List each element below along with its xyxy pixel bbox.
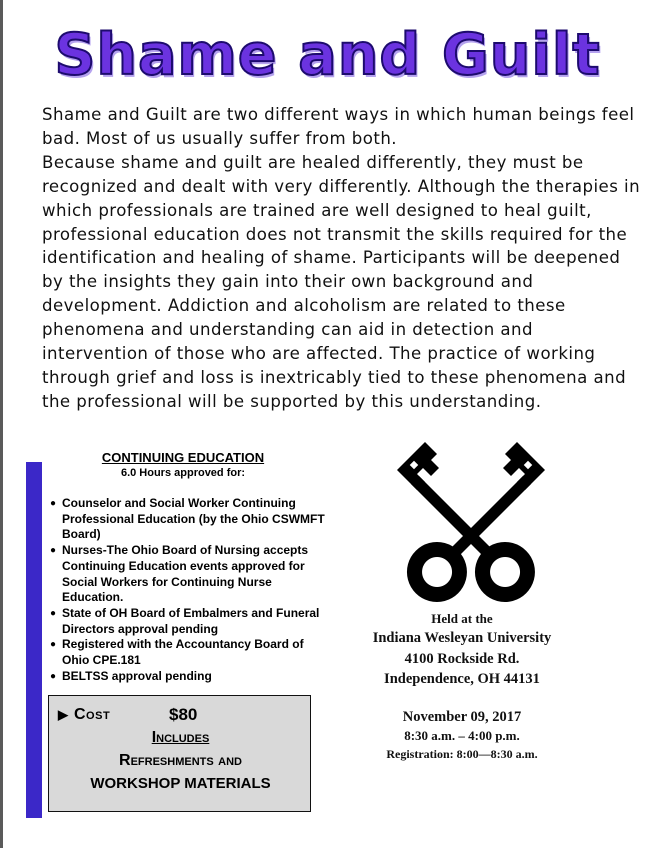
page-title: Shame and Guilt bbox=[54, 22, 601, 88]
intro-paragraph-1: Shame and Guilt are two different ways in which human beings feel bad. Most of us usually suffer from both. bbox=[42, 105, 635, 148]
list-item bbox=[50, 496, 325, 543]
continuing-education-side-bar bbox=[26, 462, 42, 818]
bullet-icon: ● bbox=[50, 498, 57, 509]
registration-time: Registration: 8:00—8:30 a.m. bbox=[386, 747, 538, 761]
list-item-text: Counselor and Social Worker Continuing Professional Education (by the Ohio CSWMFT Board) bbox=[62, 496, 325, 542]
venue-name: Indiana Wesleyan University bbox=[372, 630, 552, 646]
continuing-education-hours: 6.0 Hours approved for: bbox=[120, 467, 246, 479]
intro-text bbox=[42, 103, 642, 414]
list-item bbox=[50, 637, 325, 668]
intro-paragraph-2: Because shame and guilt are healed differently, they must be recognized and dealt with very differently. Although the therapies in which professionals are trained are well designed to heal guilt, professional education does not transmit the skills required for the identification and healing of shame. Participants will be deepened by the insights they gain into their own background and development. Addiction and alcoholism are related to these phenomena and understanding can aid in detection and intervention of those who are affected. The practice of working through grief and loss is inextricably tied to these phenomena and the professional will be supported by this understanding. bbox=[42, 152, 641, 411]
venue-street: 4100 Rockside Rd. bbox=[404, 650, 520, 667]
cost-row bbox=[58, 706, 110, 724]
crossed-keys-icon bbox=[393, 436, 549, 604]
page-left-border bbox=[0, 0, 3, 848]
triangle-right-icon: ▶ bbox=[58, 707, 68, 722]
list-item-text: Nurses-The Ohio Board of Nursing accepts Continuing Education events approved for Social Workers for Continuing Nurse Education. bbox=[62, 543, 309, 605]
continuing-education-title: CONTINUING EDUCATION bbox=[101, 450, 265, 465]
venue-city: Independence, OH 44131 bbox=[384, 671, 540, 687]
event-date: November 09, 2017 bbox=[402, 709, 522, 725]
cost-refreshments: Refreshments and bbox=[119, 752, 242, 769]
venue-held-at: Held at the bbox=[431, 611, 493, 626]
bullet-icon: ● bbox=[50, 670, 57, 682]
venue-block bbox=[342, 610, 582, 690]
list-item-text: BELTSS approval pending bbox=[62, 668, 212, 683]
schedule-block bbox=[342, 708, 582, 763]
list-item bbox=[50, 669, 325, 685]
bullet-icon: ● bbox=[50, 607, 57, 619]
list-item bbox=[50, 543, 325, 606]
cost-materials: WORKSHOP MATERIALS bbox=[90, 775, 271, 792]
list-item-text: State of OH Board of Embalmers and Funeral Directors approval pending bbox=[62, 605, 320, 636]
cost-price: $80 bbox=[169, 705, 198, 724]
cost-box bbox=[48, 695, 311, 812]
list-item-text: Registered with the Accountancy Board of Ohio CPE.181 bbox=[62, 637, 304, 668]
bullet-icon: ● bbox=[50, 545, 57, 557]
event-time: 8:30 a.m. – 4:00 p.m. bbox=[404, 728, 520, 743]
cost-includes: Includes bbox=[151, 729, 210, 746]
bullet-icon: ● bbox=[50, 639, 57, 651]
list-item bbox=[50, 606, 325, 637]
continuing-education-list bbox=[50, 496, 325, 684]
cost-label: Cost bbox=[74, 706, 111, 723]
